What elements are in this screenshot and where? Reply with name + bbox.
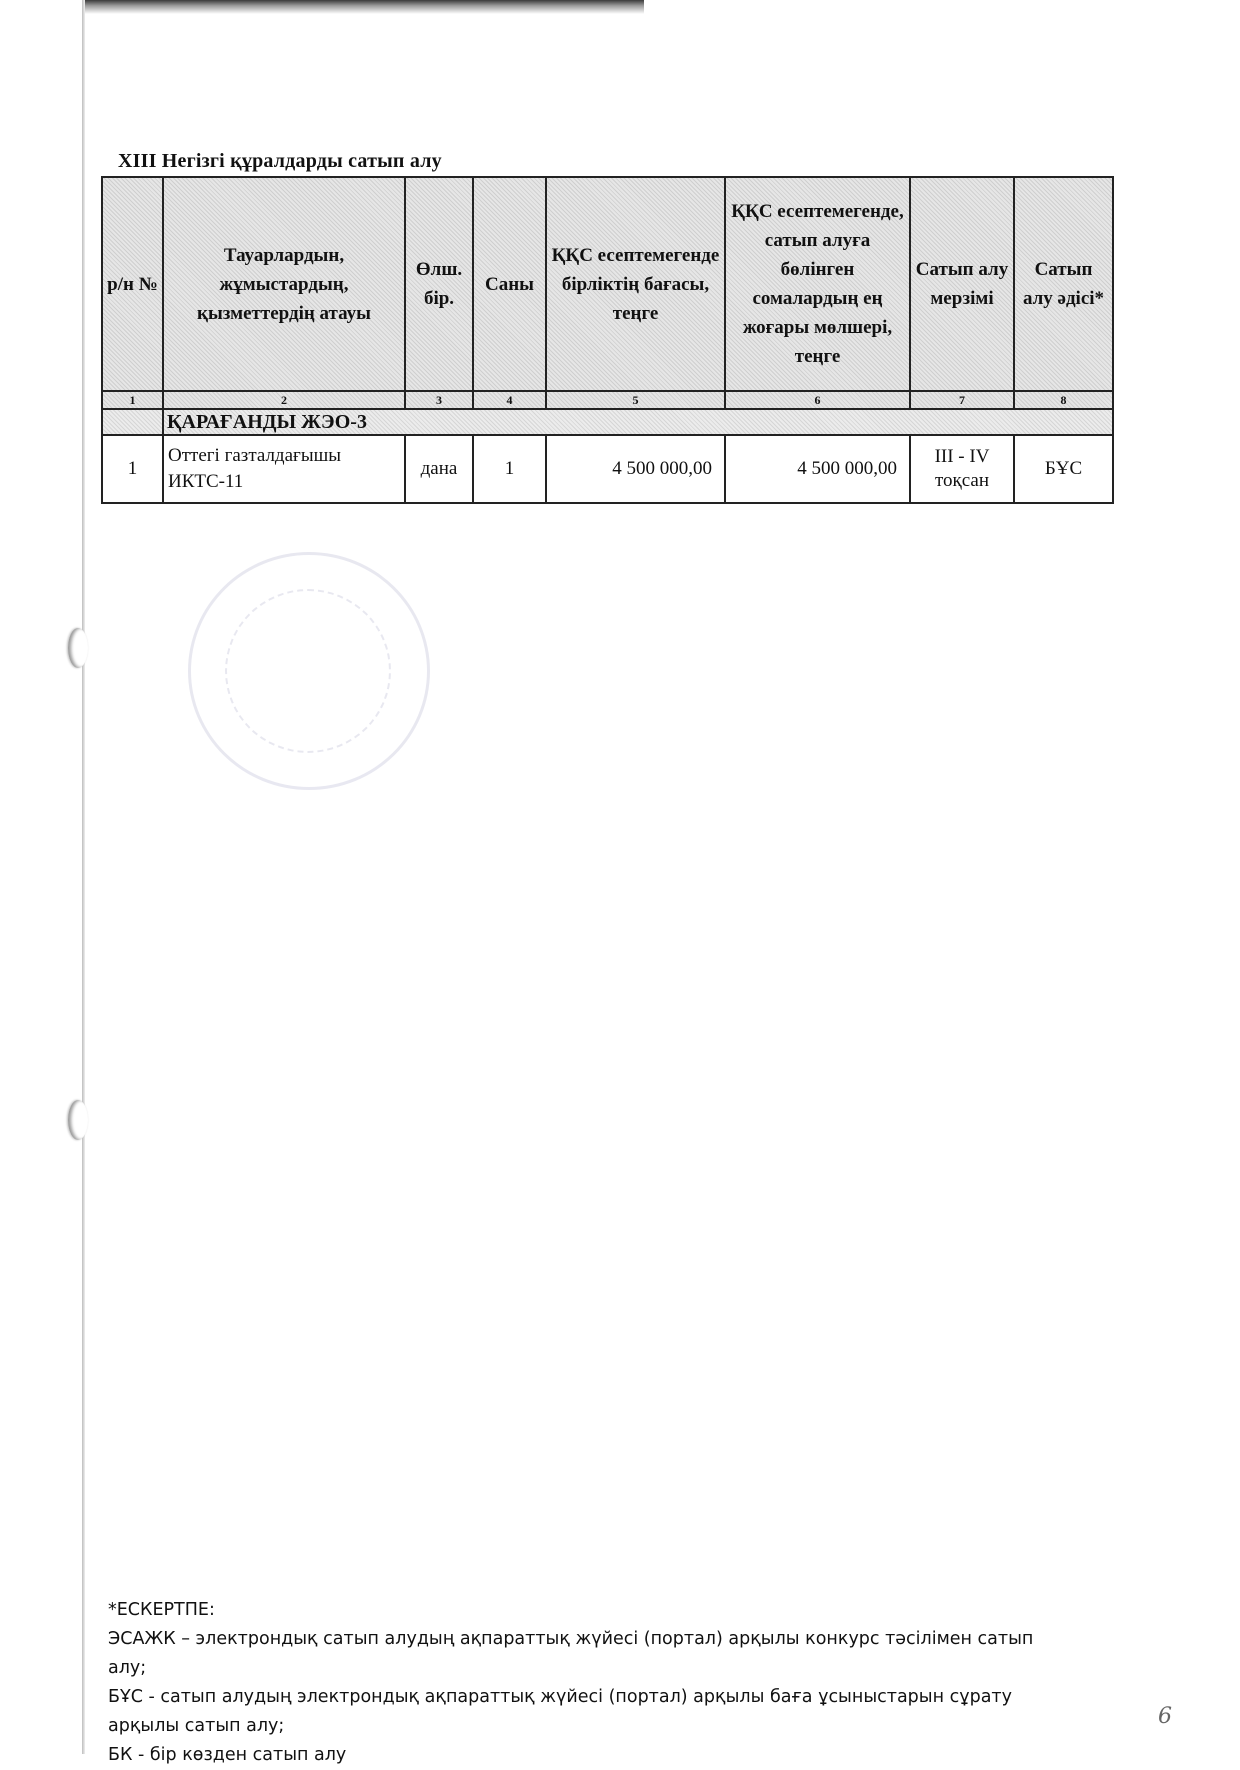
procurement-table (101, 176, 1114, 504)
cell-unit-price: 4 500 000,00 (546, 435, 725, 503)
header-period: Сатып алу мерзімі (910, 177, 1014, 391)
table-row (102, 435, 1113, 503)
group-spacer (102, 409, 163, 435)
column-number: 1 (102, 391, 163, 409)
table-header-row (102, 177, 1113, 391)
group-name: ҚАРАҒАНДЫ ЖЭО-3 (163, 409, 1113, 435)
punch-hole-bottom (68, 1100, 88, 1140)
header-unit: Өлш. бір. (405, 177, 473, 391)
scan-top-shadow (84, 0, 644, 14)
header-quantity: Саны (473, 177, 546, 391)
column-number: 7 (910, 391, 1014, 409)
header-name: Тауарлардын, жұмыстардың, қызметтердің атауы (163, 177, 405, 391)
column-number: 6 (725, 391, 910, 409)
cell-quantity: 1 (473, 435, 546, 503)
footnote-line: БК - бір көзден сатып алу (108, 1745, 347, 1765)
cell-name: Оттегі газталдағышы ИКТС-11 (163, 435, 405, 503)
cell-method: БҰС (1014, 435, 1113, 503)
footnote-title: *ЕСКЕРТПЕ: (108, 1600, 215, 1620)
punch-hole-top (68, 628, 88, 668)
group-row (102, 409, 1113, 435)
faded-stamp-seal (188, 552, 430, 790)
header-number: р/н № (102, 177, 163, 391)
column-number: 4 (473, 391, 546, 409)
column-number-row (102, 391, 1113, 409)
header-unit-price: ҚҚС есептемегенде бірліктің бағасы, теңге (546, 177, 725, 391)
section-title: XIII Негізгі құралдарды сатып алу (118, 150, 442, 172)
cell-number: 1 (102, 435, 163, 503)
page-number: 6 (1158, 1704, 1172, 1729)
header-method: Сатып алу әдісі* (1014, 177, 1113, 391)
header-max-amount: ҚҚС есептемегенде, сатып алуға бөлінген сомалардың ең жоғары мөлшері, теңге (725, 177, 910, 391)
column-number: 5 (546, 391, 725, 409)
footnote-line: БҰС - сатып алудың электрондық ақпараттық жүйесі (портал) арқылы баға ұсыныстарын сұрату арқылы сатып алу; (108, 1687, 1012, 1736)
column-number: 8 (1014, 391, 1113, 409)
cell-max-amount: 4 500 000,00 (725, 435, 910, 503)
scan-left-edge (82, 0, 85, 1754)
cell-period: III - IV тоқсан (910, 435, 1014, 503)
footnote (108, 1596, 1068, 1770)
footnote-line: ЭСАЖК – электрондық сатып алудың ақпараттық жүйесі (портал) арқылы конкурс тәсілімен сатып алу; (108, 1629, 1034, 1678)
faded-stamp-inner-ring (225, 589, 391, 753)
column-number: 2 (163, 391, 405, 409)
column-number: 3 (405, 391, 473, 409)
cell-unit: дана (405, 435, 473, 503)
